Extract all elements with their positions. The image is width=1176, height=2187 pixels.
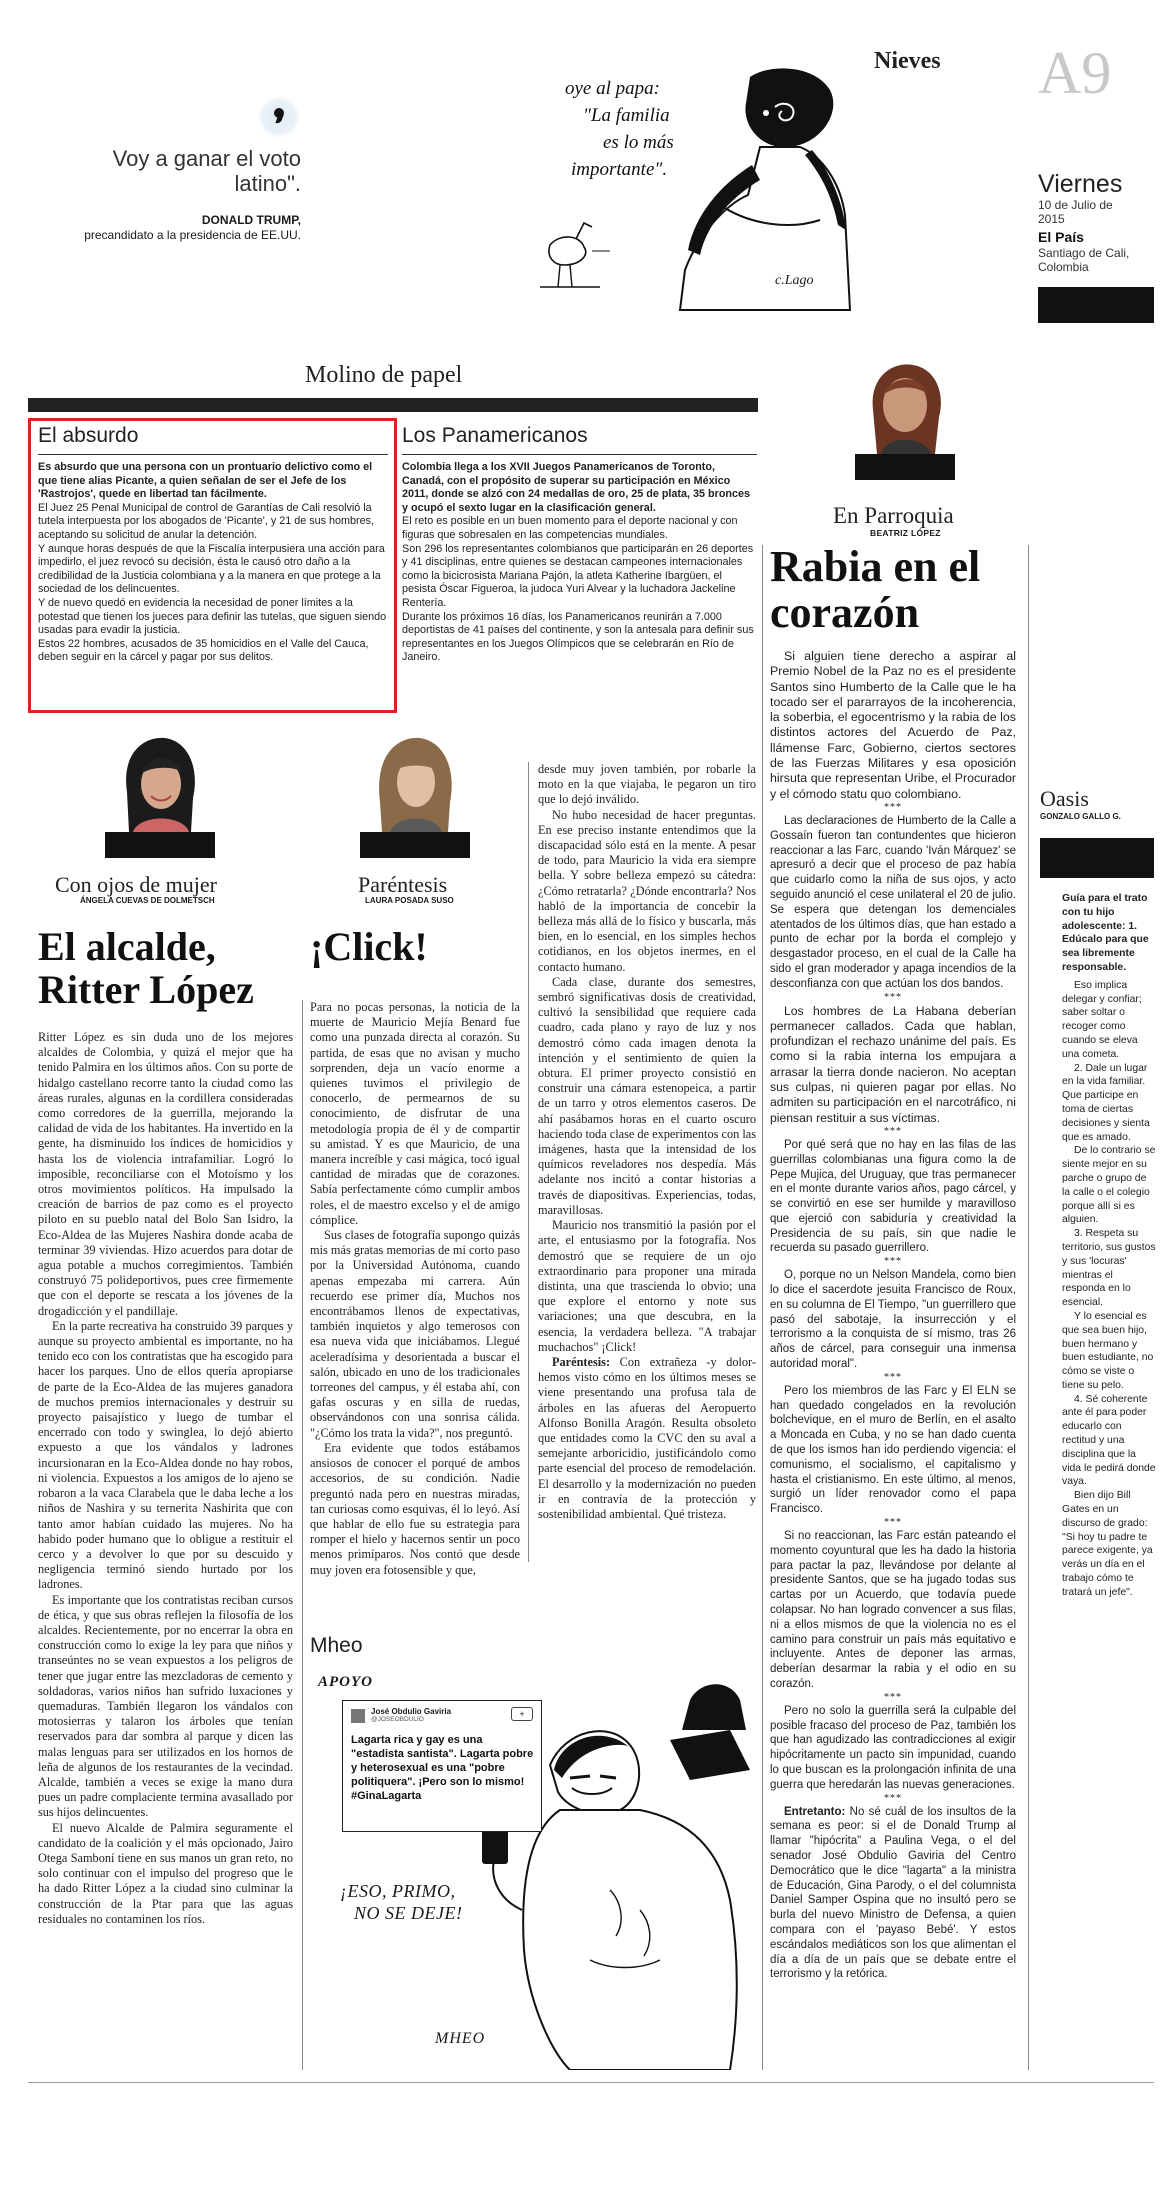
parroquia-sep-5: *** — [884, 1371, 902, 1383]
ojos-p3: Es importante que los contratistas reciban cursos de ética, y que sus obras reflejen la filosofía de los alcaldes. Recientemente, por no encerrar la obra en construcción como lo exige la ley para que niños y transeúntes no se vean expuestos a los peligros de tener que jugar entre las mezcladoras de cemento y soldadoras, varios niños han sufrido luxaciones y quemaduras. También llegaron los vándalos con motosierras y talaron los árboles que tenían reservados para dar sombra al parque y dicen las malas lenguas para ser utilizados en los hornos de leña de algunos de los restaurantes de la vecindad. Alcalde, también a veces se exige la mano dura pues un padre complaciente termina avasallado por sus hijos delincuentes. — [38, 1592, 293, 1820]
parroquia-p1: Si alguien tiene derecho a aspirar al Premio Nobel de la Paz no es el presidente Santos sino Humberto de la Calle que le ha tocado ser el pararrayos de la incoherencia, la soberbia, el egocentrismo y la rabia de los distintos actores del Acuerdo de Paz, llámense Farc, Gobierno, ciertos sectores de las Fuerzas Militares y esa oposición hirsuta que representan Uribe, el Procurador y el cómodo statu quo colombiano. — [770, 649, 1016, 801]
paper-name: El País — [1038, 229, 1084, 245]
entretanto-label: Entretanto: — [784, 1805, 846, 1818]
tweet-text: Lagarta rica y gay es una "estadista santista". Lagarta pobre y heterosexual es una "pobre politiquera". ¡Pero son lo mismo! #GinaLagarta — [351, 1734, 534, 1802]
paper-city: Santiago de Cali, Colombia — [1038, 246, 1130, 274]
parroquia-p6: Pero los miembros de las Farc y El ELN se han quedado congelados en la revolución bolchevique, en el muro de Berlín, en el asalto a Moncada en Cuba, y no se han dado cuenta de que los ismos han ido perdiendo vigencia: el comunismo, el socialismo, el capitalismo y hasta el cristianismo. En este último, al menos, surgió un líder renovador como el papa Francisco. — [770, 1384, 1016, 1516]
parentesis-c2-p3: Cada clase, durante dos semestres, sembró significativas dosis de creatividad, cultivó la sensibilidad que requiere cada cuadro, cada plano y rayo de luz y nos demostró cómo cada imagen denota la intención y el sentimiento de quien la obtura. El primer proyecto consistió en construir una cámara estenopeica, a partir de un tarro y otros elementos caseros. De ahí pasábamos horas en el cuarto oscuro haciendo toda clase de experimentos con las imágenes, hasta que la intensidad de los químicos reveladores nos despedía. Más adelante nos incitó a contar historias a través de diapositivas. Experiencias, todas, maravillosas. — [538, 974, 756, 1217]
oasis-p3: De lo contrario se siente mejor en su parche o grupo de la calle o el colegio porque allí si es alguien. — [1062, 1145, 1156, 1226]
panamericanos-rule — [402, 454, 757, 455]
absurdo-heading: El absurdo — [38, 424, 139, 447]
parroquia-p5: O, porque no un Nelson Mandela, como bien lo dice el sacerdote jesuita Francisco de Roux, en su columna de El Tiempo, "un guerrillero que pasó del sabotaje, la insurrección y el terrorismo a la conquista de sí mismo, tras 26 años de cárcel, para conseguir una inmensa autoridad moral". — [770, 1269, 1016, 1371]
parentesis-c2-p1: desde muy joven también, por robarle la moto en la que viajaba, le pegaron un tiro que lo dejó inválido. — [538, 762, 756, 807]
ojos-body — [38, 1030, 293, 1927]
parentesis-c1-p2: Sus clases de fotografía supongo quizás mis más gratas memorias de mi corto paso por la Universidad Autónoma, cuando apenas empezaba mi carrera. Aún recuerdo ese primer día, Muchos nos encontrábamos llenos de expectativas, también inquietos y algo temerosos con esa nueva vida que iniciábamos. Llegué aceleradísima y desorientada a buscar el salón, ubicado en uno de los tradicionales torreones del campus, y él estaba ahí, con gafas oscuras y en silla de ruedas, observándonos con una sonrisa cálida. "¿Cómo los trata la vida?", nos preguntó. — [310, 1228, 520, 1440]
ojos-p4: El nuevo Alcalde de Palmira seguramente el candidato de la coalición y el más opcionado, Jairo Otega Samboní tiene en sus manos un gran reto, no solo continuar con el impulso del progreso que le ha dado Ritter López a la ciudad sino culminar la construcción de la Ptar para que las aguas residuales no contaminen los ríos. — [38, 1820, 293, 1926]
absurdo-p3: Y de nuevo quedó en evidencia la necesidad de poner límites a la potestad que tienen los jueces para definir las tutelas, que siguen siendo usadas para evadir la justicia. — [38, 596, 387, 637]
col-divider-2 — [528, 762, 529, 1562]
ojos-author: ÁNGELA CUEVAS DE DOLMETSCH — [80, 896, 215, 905]
parroquia-sep-6: *** — [884, 1517, 902, 1529]
parroquia-p2: Las declaraciones de Humberto de la Calle a Gossaín fueron tan contundentes que hicieron reaccionar a las Farc, cuando 'Iván Márquez' se apresuró a decir que el proceso de paz había que cuidarlo como la niña de sus ojos, y acto seguido anunció el cese unilateral el 20 de julio. Se espera que detengan los demenciales atentados de los últimos días, que han estado a punto de echar por la borda el complejo y desgastador proceso, en el cual de la Calle ha sido el gran moderador y apaga incendios de la desconfianza con que actúan los dos bandos. — [770, 814, 1016, 990]
parroquia-author: BEATRIZ LÓPEZ — [870, 528, 941, 538]
parroquia-author-photo — [855, 355, 955, 480]
quote-block — [40, 96, 305, 246]
parroquia-sep-1: *** — [884, 801, 902, 813]
mheo-tweet-card — [342, 1700, 542, 1832]
parroquia-entretanto — [770, 1805, 1016, 1983]
parroquia-sep-3: *** — [884, 1125, 902, 1137]
parroquia-p4: Por qué será que no hay en las filas de las guerrillas colombianas una figura como la de Pepe Mujica, del Uruguay, que tras permanecer en el monte durante varios años, pago cárcel, y se convirtió en ese ser humilde y maravilloso que ejerció con sabiduría y creatividad la Presidencia de su país, sin que nadie le recuerda su pasado guerrillero. — [770, 1138, 1016, 1255]
parroquia-p7: Si no reaccionan, las Farc están pateando el momento coyuntural que les ha dado la historia para pactar la paz, llevándose por delante al presidente Santos, que se ha jugado todas sus cartas por un Acuerdo, que todavía puede colapsar. No han logrado convencer a sus filas, ni a ellos mismos de que la violencia no es el camino para construir un país más equitativo e incluyente. Antes de deponer las armas, deberían desarmar la rabia y el odio en su corazón. — [770, 1530, 1016, 1690]
speech-line-1: ¡ESO, PRIMO, — [340, 1881, 456, 1901]
parroquia-oasis-divider — [1028, 545, 1029, 2070]
parentesis-c2-p2: No hubo necesidad de hacer preguntas. En ese preciso instante entendimos que la discapacidad sólo está en la mente. A pesar de todo, para Mauricio la vida era siempre bella. Y sobre belleza empezó su cátedra: ¿Cómo retratarla? ¿Dónde encontrarla? Nos habló de la importancia de concebir la belleza más allá de lo físico y buscarla, más bien, en lo esencial, en los simples hechos cotidianos, en los objetos inermes, en el contacto humano. — [538, 807, 756, 974]
ojos-author-photo — [105, 732, 215, 858]
absurdo-body — [38, 461, 390, 665]
absurdo-lead: Es absurdo que una persona con un prontuario delictivo como el que tiene alias Picante, a quien señalan de ser el Jefe de los 'Rastrojos', quede en libertad tan fácilmente. — [38, 461, 373, 501]
tweet-name: José Obdulio Gaviria — [371, 1707, 452, 1716]
speech-line-2: NO SE DEJE! — [354, 1903, 463, 1923]
oasis-p5: Y lo esencial es que sea buen hijo, buen hermano y buen estudiante, no cómo se viste o tiene su pelo. — [1062, 1310, 1154, 1391]
mheo-cartoon — [310, 1660, 760, 2070]
absurdo-p2: Y aunque horas después de que la Fiscalía interpusiera una acción para impedirlo, el juez revocó su decisión, ésta le causó otro daño a la credibilidad de la Justicia colombiana y a la manera en que protege a la sociedad de los delincuentes. — [38, 542, 385, 596]
ojos-p2: En la parte recreativa ha construido 39 parques y aunque su proyecto ambiental es importante, no ha tenido eco con los contratistas que ha escogido para hacer los parques. Uno de ellos quería apropiarse de parte de la Eco-Aldea de las mujeres ganadora de muchos premios internacionales y destruir su proyecto paisajístico y luego de tumbar el encerrado con todo y swinglea, lo dejó abierto expuesto a que los vándalos y ladrones incursionaran en la Eco-Aldea donde no hay robos, ni violencia. Expuestos a los amigos de lo ajeno se robaron a la vaca Clarabela que le daba leche a los niños de Nashira y su ternerita Nashirita que con tanto amor habían cuidado las mujeres. No ha habido poder humano que lo obligue a restituir el cerco y a devolver lo que por su descuido y negligencia terminó siendo hurtado por los ladrones. — [38, 1318, 293, 1592]
parroquia-p8: Pero no solo la guerrilla será la culpable del posible fracaso del proceso de Paz, también los que han agudizado las contradicciones al exigir hipócritamente un pacto sin impunidad, cuando lo que buscan es la prolongación infinita de una guerra que heredarán las nuevas generaciones. — [770, 1704, 1016, 1791]
ojos-title: El alcalde, Ritter López — [38, 924, 254, 1012]
parentesis-label: Paréntesis: — [552, 1354, 611, 1369]
oasis-lead: Guía para el trato con tu hijo adolescente: 1. Edúcalo para que sea libremente responsable. — [1062, 893, 1149, 973]
oasis-body — [1062, 892, 1156, 1600]
oasis-p7: Bien dijo Bill Gates en un discurso de grado: "Si hoy tu padre te parece exigente, ya verás un día en el trabajo cómo te tratará un jefe". — [1062, 1490, 1153, 1598]
parroquia-sep-2: *** — [884, 991, 902, 1003]
tweet-handle: @JOSEOBDULIO — [371, 1716, 424, 1723]
header-black-bar — [1038, 287, 1154, 323]
page-bottom-rule — [28, 2082, 1154, 2083]
oasis-column-name: Oasis — [1040, 786, 1089, 811]
parentesis-author-photo — [360, 732, 470, 858]
cartoon-caption — [565, 75, 735, 183]
oasis-p1: Eso implica delegar y confiar; saber soltar o recoger como cuando se eleva una cometa. — [1062, 979, 1142, 1060]
parentesis-author: LAURA POSADA SUSO — [365, 896, 454, 905]
parentesis-column-name: Paréntesis — [358, 872, 448, 897]
parroquia-sep-7: *** — [884, 1691, 902, 1703]
parentesis-c2-p4: Mauricio nos transmitió la pasión por el arte, el entusiasmo por la fotografía. Nos demostró que se requiere de un ojo extraordinario para proponer una mirada distinta, una que trascienda lo obvio; una que explore el entorno y note sus variaciones; una que descubra, en la esencia, la verdadera belleza. "A trabajar muchachos" ¡Click! — [538, 1218, 756, 1354]
date-full: 10 de Julio de 2015 — [1038, 198, 1113, 226]
parentesis-closing: Con extrañeza -y dolor- hemos visto cómo en los últimos meses se viene presentando una profusa tala de árboles en las afueras del Aeropuerto Alfonso Bonilla Aragón. Resulta obsoleto que entidades como la CVC den su aval a semejante arboricidio, justificándolo como parte esencial del proceso de remodelación. El desarrollo y la modernización no pueden ir en contravía de la protección y sostenibilidad ambiental. Qué tristeza. — [538, 1354, 756, 1521]
cartoon-line-3: es lo más — [603, 132, 674, 153]
oasis-black-bar — [1040, 838, 1154, 878]
parroquia-title: Rabia en el corazón — [770, 542, 981, 637]
ojos-p1: Ritter López es sin duda uno de los mejores alcaldes de Colombia, y quizá el mejor que ha tenido Palmira en los últimos años. Con su porte de hidalgo castellano recorre tanto la ciudad como las áreas rurales, algunas en la cordillera consideradas como corredores de la guerrilla, mejorando la calidad de vida de los habitantes. Ha invertido en la gente, ha disminuido los índices de homicidios y hasta los de violencia intrafamiliar. Logró lo imposible, reconciliarse con el Motoísmo y los otros movimientos políticos. Ha impulsado la creación de barrios de paz como es el proyecto piloto en su pueblo natal del Bolo San Isidro, la Eco-Aldea de las Mujeres Nashira donde acaba de terminar 39 viviendas. Hizo acuerdos para dotar de agua potable a muchos corregimientos. También construyó 75 polideportivos, pues cree firmemente que con el deporte se rescata a los jóvenes de la drogadicción y el pandillaje. — [38, 1030, 293, 1318]
cartoon-line-1: oye al papa: — [565, 78, 660, 99]
quote-text: Voy a ganar el voto latino". — [112, 146, 301, 196]
quote-author-role: precandidato a la presidencia de EE.UU. — [84, 228, 301, 242]
absurdo-p4: Estos 22 hombres, acusados de 35 homicidios en el Valle del Cauca, deben seguir en la cárcel y pagar por sus delitos. — [38, 637, 369, 664]
section-name: Nieves — [874, 48, 941, 74]
parroquia-body — [770, 649, 1016, 1982]
parentesis-title: ¡Click! — [310, 924, 428, 969]
panamericanos-body — [402, 461, 757, 665]
tweet-avatar — [351, 1709, 365, 1723]
molino-title: Molino de papel — [305, 362, 463, 388]
mheo-apoyo: APOYO — [318, 1674, 373, 1690]
parentesis-col2 — [538, 762, 756, 1522]
ojos-column-name: Con ojos de mujer — [55, 872, 217, 897]
quote-mark-icon — [258, 96, 300, 138]
tweet-follow-button[interactable]: + — [511, 1707, 533, 1721]
panamericanos-p3: Durante los próximos 16 días, los Panamericanos reunirán a 7.000 deportistas de 41 países del continente, y son la antesala para definir sus representantes en los Juegos Olímpicos que se celebrarán en Río de Janeiro. — [402, 610, 754, 664]
panamericanos-p1: El reto es posible en un buen momento para el deporte nacional y con figuras que sobresalen en las competencias mundiales. — [402, 515, 738, 541]
oasis-p4: 3. Respeta su territorio, sus gustos y sus 'locuras' mientras el responda en lo esencial. — [1062, 1228, 1156, 1309]
cartoon-line-2: "La familia — [583, 105, 670, 126]
parentesis-c1-p3: Era evidente que todos estábamos ansiosos de conocer el porqué de ambos accesorios, de su condición. Nadie preguntó nada pero en nuestras miradas, tan curiosas como esquivas, él lo leyó. Así que hablar de ello fue su estrategia para romper el hielo y hacernos sentir un poco menos primíparos. Nos contó que desde muy joven era fotosensible y que, — [310, 1440, 520, 1577]
absurdo-p1: El Juez 25 Penal Municipal de control de Garantías de Cali resolvió la tutela interpuesta por los abogados de 'Picante', y 21 de sus hombres, aceptando su solicitud de anular la detención. — [38, 501, 375, 541]
molino-bar — [28, 398, 758, 412]
parentesis-closing-para — [538, 1355, 756, 1522]
parroquia-column-name: En Parroquia — [833, 503, 954, 528]
col-divider-3 — [762, 545, 763, 2070]
parroquia-p3: Los hombres de La Habana deberían permanecer callados. Cada que hablan, profundizan el rechazo unánime del país. Es como si la rabia interna los empujara a arrasar la tierra donde nacieron. No aceptan sus culpas, ni quieren pagar por ellas. No admiten su participación en el narcotráfico, ni piensan restituir a sus víctimas. — [770, 1003, 1016, 1125]
panamericanos-lead: Colombia llega a los XVII Juegos Panamericanos de Toronto, Canadá, con el propósito de superar su participación en México 2011, donde se alzó con 24 medallas de oro, 25 de plata, 35 bronces y ocupó el sexto lugar en la clasificación general. — [402, 461, 751, 514]
entretanto-text: No sé cuál de los insultos de la semana es peor: si el de Donald Trump al llamar "hipócrita" a Paulina Vega, o el del senador José Obdulio Gaviria del Centro Democrático que le dice "lagarta" a la ministra de Educación, Gina Parody, o el del columnista Daniel Samper Ospina que no insultó pero se burla del nuevo Ministro de Defensa, a quien compara con el 'payaso Bebé'. Y estos escándalos mediáticos son los que alimentan el día a día de un país que se debate entre el terrorismo y la retórica. — [770, 1805, 1016, 1981]
header-cartoon — [520, 55, 870, 317]
oasis-p2: 2. Dale un lugar en la vida familiar. Que participe en toma de ciertas decisiones y sienta que es amado. — [1062, 1062, 1150, 1143]
parroquia-sep-4: *** — [884, 1256, 902, 1268]
panamericanos-p2: Son 296 los representantes colombianos que participarán en 26 deportes y 41 disciplinas, entre quienes se destacan campeones internacionales como la bicicrosista Mariana Pajón, la atleta Katherine Ibargüen, el pesista Óscar Figueroa, la judoca Yuri Alvear y la luchadora Jackeline Rentería. — [402, 542, 754, 609]
absurdo-rule — [38, 454, 388, 455]
mheo-speech — [340, 1880, 462, 1924]
parentesis-c1-p1: Para no pocas personas, la noticia de la muerte de Mauricio Mejía Benard fue como una punzada directa al corazón. Su partida, de esas que no avisan y mucho sorprenden, deja un vacío enorme a quienes tuvimos el privilegio de conocerlo, de permearnos de su conocimiento, de disfrutar de una metodología propia de él y de compartir su amistad. Y es que Mauricio, de una manera increíble y casi mágica, tocó igual cantidad de miradas que de corazones. Sabía perfectamente cómo cumplir ambos roles, el de maestro excelso y el de amigo cómplice. — [310, 1000, 520, 1227]
quote-author: DONALD TRUMP, — [201, 213, 301, 227]
mheo-label: Mheo — [310, 1634, 363, 1657]
parroquia-sep-8: *** — [884, 1792, 902, 1804]
page-number: A9 — [1038, 40, 1112, 106]
date-weekday: Viernes — [1038, 170, 1123, 198]
cartoon-line-4: importante". — [571, 159, 668, 180]
parentesis-col1 — [310, 1000, 520, 1578]
oasis-p6: 4. Sé coherente ante él para poder educarlo con rectitud y una disciplina que la vida le pedirá donde vaya. — [1062, 1393, 1156, 1488]
oasis-author: GONZALO GALLO G. — [1040, 812, 1121, 821]
col-divider-1 — [302, 1000, 303, 2070]
panamericanos-heading: Los Panamericanos — [402, 424, 588, 447]
mheo-signature: MHEO — [435, 2030, 486, 2047]
cartoon-signature: c.Lago — [775, 273, 814, 288]
